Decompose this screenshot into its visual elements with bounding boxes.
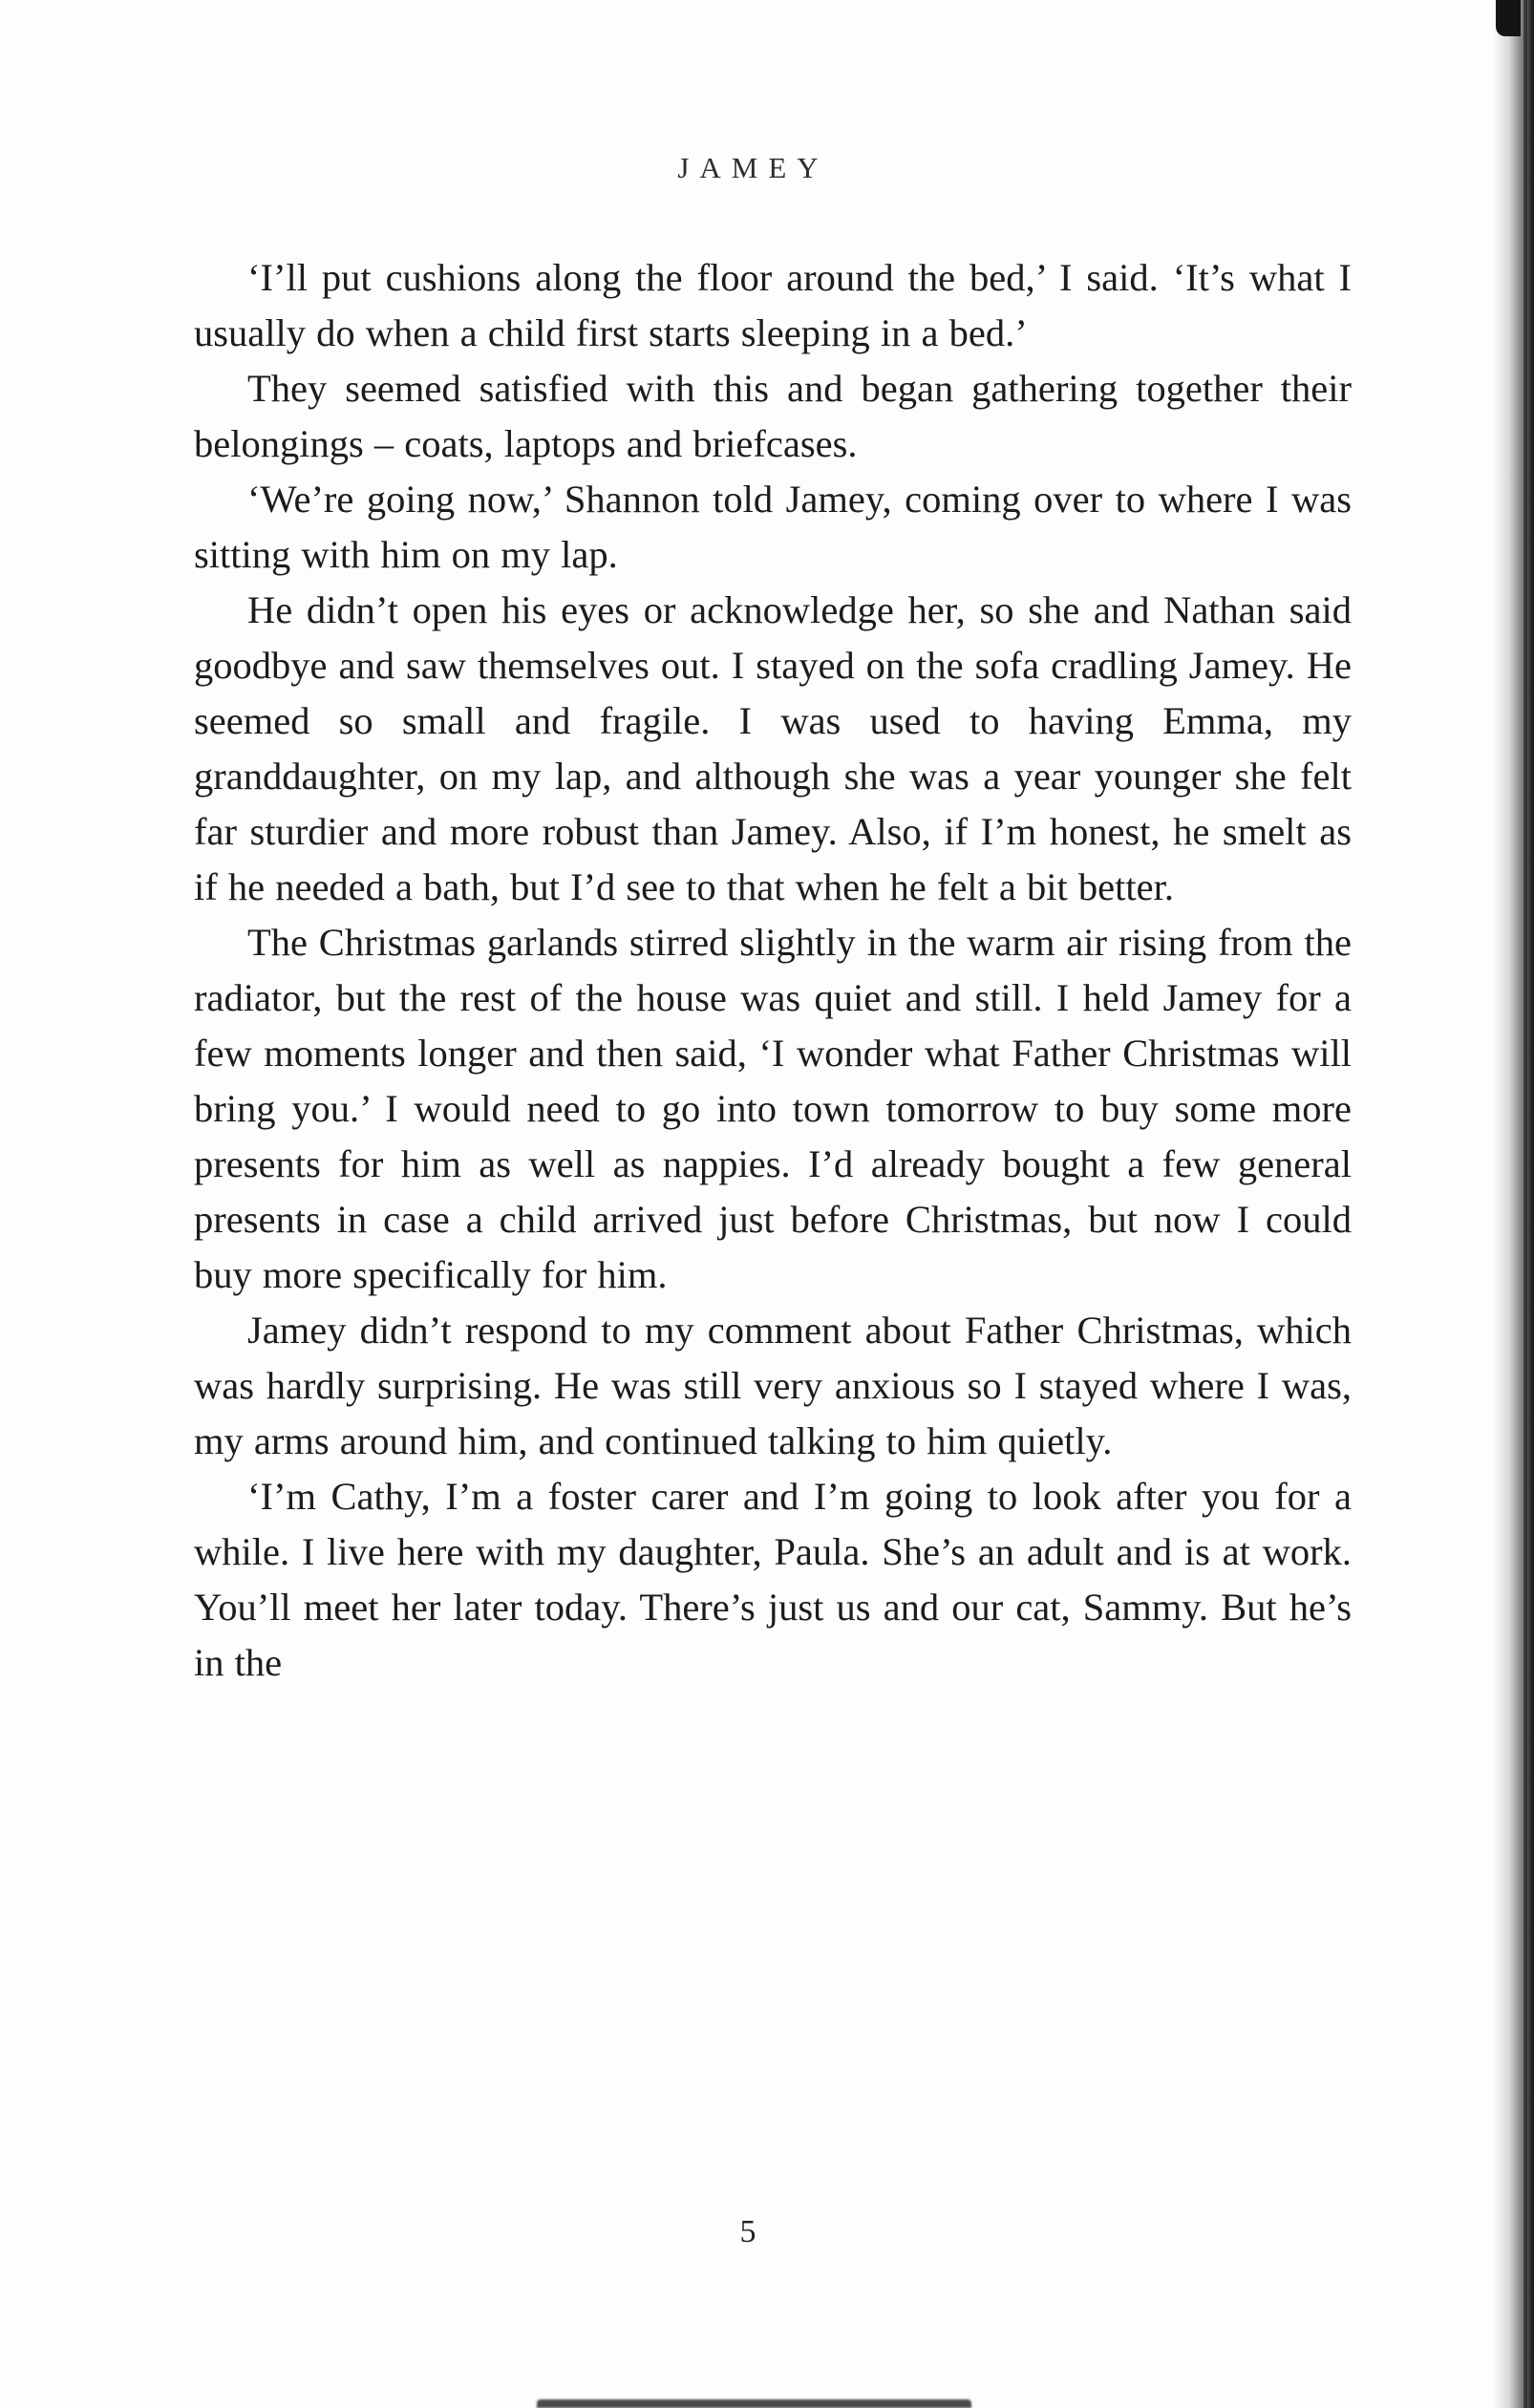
paragraph: The Christmas garlands stirred slightly in the warm air rising from the radiator, but the rest of the house was quiet and still. I held Jamey for a few moments longer and then said, ‘I wonder what Father Christmas will bring you.’ I would need to go into town tomorrow to buy some more presents for him as well as nappies. I’d already bought a few general presents in case a child arrived just before Christmas, but now I could buy more specifically for him.: [194, 921, 1352, 1296]
scan-edge-shadow: [1492, 0, 1534, 2408]
paragraph: ‘I’ll put cushions along the floor around the bed,’ I said. ‘It’s what I usually do when a child first starts sleeping in a bed.’: [194, 256, 1352, 354]
page-number: 5: [739, 2214, 756, 2249]
scan-edge-line: [1523, 0, 1527, 2408]
paragraph: He didn’t open his eyes or acknowledge her, so she and Nathan said goodbye and saw themselves out. I stayed on the sofa cradling Jamey. He seemed so small and fragile. I was used to having Emma, my granddaughter, on my lap, and although she was a year younger she felt far sturdier and more robust than Jamey. Also, if I’m honest, he smelt as if he needed a bath, but I’d see to that when he felt a bit better.: [194, 588, 1352, 908]
scan-bottom-artifact: [537, 2399, 971, 2408]
paragraph: Jamey didn’t respond to my comment about Father Christmas, which was hardly surprising. He was still very anxious so I stayed where I was, my arms around him, and continued talking to him quietly.: [194, 1309, 1352, 1462]
paragraph: ‘We’re going now,’ Shannon told Jamey, coming over to where I was sitting with him on my lap.: [194, 478, 1352, 576]
scan-corner-mark: [1496, 0, 1521, 36]
body-text: [194, 250, 1352, 1691]
paragraph: They seemed satisfied with this and began gathering together their belongings – coats, laptops and briefcases.: [194, 367, 1352, 465]
paragraph: ‘I’m Cathy, I’m a foster carer and I’m going to look after you for a while. I live here with my daughter, Paula. She’s an adult and is at work. You’ll meet her later today. There’s just us and our cat, Sammy. But he’s in the: [194, 1475, 1352, 1684]
running-head-title: JAMEY: [677, 151, 829, 184]
